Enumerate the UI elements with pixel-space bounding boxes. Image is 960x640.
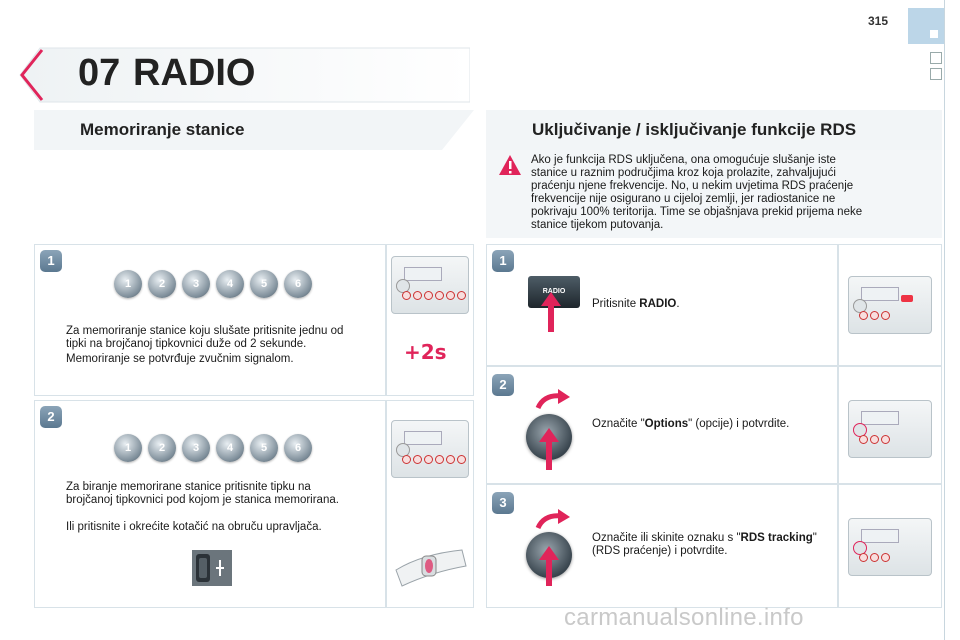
hold-duration-label: +2s — [404, 340, 447, 364]
site-watermark: carmanualsonline.info — [564, 604, 804, 631]
step-badge: 3 — [492, 492, 514, 514]
page-corner-tab — [908, 8, 944, 44]
radio-unit-illustration — [848, 276, 932, 334]
step-badge: 1 — [492, 250, 514, 272]
preset-key[interactable]: 3 — [182, 270, 210, 298]
right-rail — [944, 0, 945, 640]
rds-step-2-text: Označite "Options" (opcije) i potvrdite. — [592, 418, 790, 430]
preset-key[interactable]: 6 — [284, 270, 312, 298]
press-arrow — [546, 558, 552, 586]
side-marker — [930, 68, 942, 80]
step-2-instruction: Za biranje memorirane stanice pritisnite tipku na brojčanoj tipkovnici pod kojom je stanica memorirana. — [66, 481, 339, 506]
press-arrow — [546, 440, 552, 470]
press-arrow — [548, 304, 554, 332]
step-badge: 1 — [40, 250, 62, 272]
preset-key[interactable]: 1 — [114, 434, 142, 462]
chapter-number: 07 — [78, 52, 121, 94]
press-arrow-head — [539, 428, 559, 442]
section-title: Uključivanje / isključivanje funkcije RDS — [532, 120, 857, 139]
preset-key[interactable]: 2 — [148, 270, 176, 298]
step-badge: 2 — [492, 374, 514, 396]
steering-stalk-illustration — [392, 530, 470, 594]
preset-key[interactable]: 5 — [250, 434, 278, 462]
rds-step-1-text: Pritisnite RADIO. — [592, 298, 680, 310]
preset-key[interactable]: 3 — [182, 434, 210, 462]
preset-keypad — [114, 270, 312, 298]
step-1-confirmation: Memoriranje se potvrđuje zvučnim signalom. — [66, 353, 294, 365]
chapter-title: RADIO — [133, 52, 256, 94]
exclamation-icon — [498, 154, 522, 176]
side-marker — [930, 52, 942, 64]
steering-wheel-control-icon — [192, 550, 232, 586]
radio-unit-illustration — [391, 256, 469, 314]
preset-keypad — [114, 434, 312, 462]
preset-key[interactable]: 6 — [284, 434, 312, 462]
step-1-instruction: Za memoriranje stanice koju slušate pritisnite jednu od tipki na brojčanoj tipkovnici duže od 2 sekunde. — [66, 325, 344, 350]
preset-key[interactable]: 4 — [216, 434, 244, 462]
radio-unit-illustration — [848, 518, 932, 576]
preset-key[interactable]: 5 — [250, 270, 278, 298]
left-section-header — [34, 110, 474, 150]
radio-unit-illustration — [391, 420, 469, 478]
step-1-panel — [34, 244, 386, 396]
section-title: Memoriranje stanice — [80, 120, 245, 139]
right-section-header — [486, 110, 942, 150]
rotate-arrow-icon — [534, 388, 572, 410]
press-arrow-head — [539, 546, 559, 560]
radio-button[interactable]: RADIO — [528, 276, 580, 308]
radio-unit-illustration — [848, 400, 932, 458]
press-arrow-head — [541, 292, 561, 306]
preset-key[interactable]: 2 — [148, 434, 176, 462]
rotate-arrow-icon — [534, 508, 572, 530]
step-badge: 2 — [40, 406, 62, 428]
rds-warning-text: Ako je funkcija RDS uključena, ona omogućuje slušanje iste stanice u raznim područjima kroz koja prolazite, zahvaljujući praćenju njene frekvencije. No, u nekim uvjetima RDS praćenje frekvencije nije osigurano u cijeloj zemlji, jer radiostanice ne pokrivaju 100% teritorija. Time se objašnjava prekid prijema neke stanice tijekom putovanja. — [531, 154, 863, 231]
page-number: 315 — [868, 14, 889, 28]
rds-step-3-text: Označite ili skinite oznaku s "RDS tracking" (RDS praćenje) i potvrdite. — [592, 532, 817, 557]
preset-key[interactable]: 1 — [114, 270, 142, 298]
step-2-alternative: Ili pritisnite i okrećite kotačić na obruču upravljača. — [66, 521, 322, 533]
preset-key[interactable]: 4 — [216, 270, 244, 298]
